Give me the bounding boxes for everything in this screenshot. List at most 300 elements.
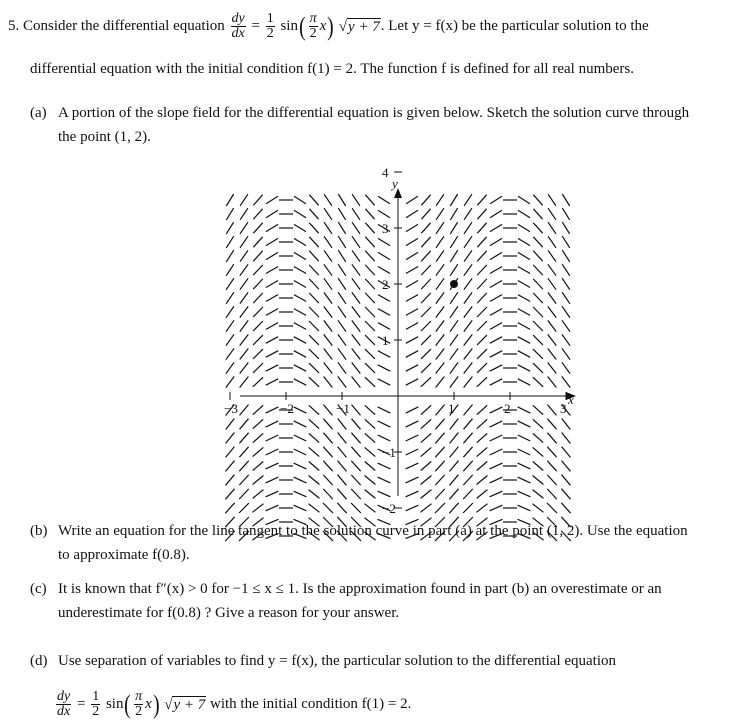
slope-segment	[352, 363, 361, 374]
slope-segment	[294, 295, 306, 302]
slope-segment	[378, 196, 390, 203]
slope-segment	[240, 278, 248, 289]
slope-segment	[365, 265, 375, 275]
slope-segment	[406, 267, 418, 274]
slope-segment	[266, 505, 279, 511]
slope-segment	[266, 435, 279, 441]
slope-segment	[421, 209, 430, 219]
slope-segment	[266, 463, 279, 469]
slope-segment	[406, 421, 419, 427]
slope-segment	[548, 405, 557, 416]
slope-segment	[351, 503, 361, 513]
x-tick-label: −2	[280, 401, 294, 416]
slope-segment	[533, 405, 543, 414]
slope-segment	[533, 279, 543, 289]
slope-segment	[378, 238, 390, 245]
slope-segment	[421, 377, 431, 387]
slope-segment	[324, 264, 332, 275]
slope-segment	[253, 223, 262, 233]
slope-segment	[548, 306, 556, 317]
slope-segment	[435, 461, 444, 471]
slope-segment	[435, 489, 445, 499]
slope-segment	[477, 293, 487, 303]
slope-segment	[266, 337, 278, 344]
slope-segment	[464, 236, 472, 248]
slope-segment	[421, 405, 431, 414]
slope-segment	[435, 433, 444, 444]
slope-segment	[309, 321, 319, 331]
slope-segment	[477, 476, 488, 485]
x-tick-label: 1	[448, 401, 455, 416]
slope-segment	[490, 323, 502, 330]
part-d-equation: $\frac{dy}{dx}$ = $\frac{1}{2}$ sin( $\frac{\pi}{2}$ x) √y + 7 with the initial condition f(1) = 2.	[57, 689, 412, 719]
slope-segment	[421, 293, 431, 303]
x-axis-label: x	[568, 392, 574, 407]
slope-segment	[449, 489, 458, 500]
slope-segment	[436, 320, 444, 331]
slope-segment	[253, 279, 263, 289]
slope-segment	[490, 196, 502, 203]
dy-dx-fraction: $\frac{dy}{dx}$	[57, 689, 71, 719]
slope-segment	[338, 278, 346, 290]
slope-segment	[240, 377, 249, 388]
slope-segment	[338, 250, 346, 262]
slope-segment	[266, 351, 278, 358]
slope-segment	[365, 349, 375, 359]
slope-segment	[378, 252, 390, 259]
slope-segment	[365, 433, 375, 442]
slope-segment	[533, 462, 544, 471]
slope-segment	[533, 209, 542, 219]
slope-segment	[518, 238, 530, 245]
slope-segment	[324, 405, 333, 416]
slope-segment	[406, 463, 419, 469]
slope-segment	[294, 449, 307, 455]
slope-segment	[464, 222, 472, 234]
slope-segment	[266, 477, 279, 483]
slope-segment	[436, 349, 445, 360]
slope-segment	[378, 421, 391, 427]
slope-segment	[365, 405, 375, 414]
slope-segment	[365, 363, 375, 373]
slope-segment	[240, 349, 249, 360]
slope-segment	[533, 476, 544, 485]
slope-segment	[294, 323, 306, 330]
part-b-label: (b)	[30, 523, 48, 539]
slope-segment	[338, 461, 347, 472]
slope-segment	[562, 320, 570, 331]
slope-segment	[226, 447, 235, 458]
slope-segment	[463, 447, 472, 457]
slope-segment	[562, 208, 569, 220]
slope-segment	[477, 447, 488, 456]
slope-segment	[518, 295, 530, 302]
slope-segment	[266, 238, 278, 245]
slope-segment	[324, 419, 333, 430]
slope-segment	[436, 419, 445, 430]
slope-segment	[239, 461, 248, 471]
slope-segment	[294, 281, 306, 288]
slope-segment	[338, 362, 346, 373]
slope-segment	[226, 348, 234, 359]
slope-segment	[518, 421, 531, 427]
slope-segment	[226, 376, 234, 387]
slope-segment	[378, 365, 390, 371]
slope-segment	[421, 419, 431, 428]
slope-segment	[309, 490, 320, 499]
slope-segment	[351, 447, 360, 457]
slope-segment	[324, 363, 333, 374]
slope-segment	[436, 278, 444, 289]
slope-segment	[239, 503, 249, 513]
slope-segment	[477, 433, 487, 442]
slope-segment	[378, 491, 391, 497]
part-a-text-1: A portion of the slope field for the differential equation is given below. Sketch the solution curve through	[58, 105, 690, 121]
slope-segment	[450, 194, 457, 206]
slope-segment	[406, 477, 419, 483]
slope-segment	[266, 323, 278, 330]
slope-segment	[324, 320, 332, 331]
part-d-label: (d)	[30, 653, 48, 669]
slope-segment	[562, 306, 570, 318]
slope-segment	[490, 309, 502, 316]
slope-segment	[450, 292, 458, 304]
slope-segment	[406, 351, 418, 358]
slope-segment	[240, 222, 248, 234]
slope-segment	[533, 419, 543, 428]
slope-segment	[436, 264, 444, 275]
slope-segment	[464, 334, 473, 345]
slope-segment	[365, 335, 375, 345]
slope-segment	[421, 195, 430, 206]
slope-segment	[421, 476, 432, 485]
slope-segment	[548, 292, 556, 303]
slope-segment	[294, 337, 306, 344]
slope-segment	[294, 421, 307, 427]
x-tick-label: −1	[336, 401, 350, 416]
slope-segment	[323, 433, 332, 444]
slope-segment	[450, 222, 457, 234]
slope-segment	[421, 279, 431, 289]
slope-segment	[226, 264, 234, 276]
slope-segment	[406, 252, 418, 259]
slope-segment	[421, 363, 431, 373]
dy-dx-fraction: $\frac{dy}{dx}$	[231, 11, 245, 41]
slope-segment	[351, 433, 360, 444]
slope-segment	[226, 306, 234, 318]
slope-segment	[421, 251, 430, 261]
slope-segment	[490, 252, 502, 259]
slope-segment	[477, 462, 488, 471]
slope-segment	[266, 210, 278, 217]
slope-segment	[365, 419, 375, 428]
slope-segment	[324, 194, 332, 206]
slope-segment	[309, 476, 320, 485]
slope-segment	[518, 379, 530, 385]
slope-segment	[309, 223, 318, 233]
slope-segment	[464, 208, 472, 220]
slope-segment	[226, 278, 234, 290]
slope-segment	[518, 449, 531, 455]
pi-over-two: $\frac{\pi}{2}$	[135, 689, 143, 719]
slope-segment	[378, 477, 391, 483]
slope-segment	[547, 489, 557, 499]
slope-segment	[518, 463, 531, 469]
slope-segment	[240, 264, 248, 275]
slope-segment	[518, 407, 531, 413]
slope-segment	[338, 292, 346, 304]
slope-segment	[338, 264, 346, 276]
slope-segment	[518, 505, 531, 511]
slope-segment	[378, 463, 391, 469]
slope-segment	[352, 377, 361, 388]
part-a-text-2: the point (1, 2).	[58, 129, 151, 145]
slope-segment	[436, 334, 445, 345]
part-c-text-1: It is known that f″(x) > 0 for −1 ≤ x ≤ 1. Is the approximation found in part (b) an overestimate or an	[58, 581, 662, 597]
slope-segment	[323, 489, 333, 499]
slope-segment	[365, 209, 374, 219]
slope-segment	[309, 307, 319, 317]
slope-segment	[294, 477, 307, 483]
slope-segment	[477, 363, 487, 373]
slope-segment	[562, 236, 570, 248]
slope-segment	[240, 419, 249, 430]
slope-segment	[490, 210, 502, 217]
slope-segment	[421, 335, 431, 345]
slope-segment	[294, 379, 306, 385]
part-b-text-2: to approximate f(0.8).	[58, 547, 190, 563]
slope-segment	[533, 447, 544, 456]
slope-segment	[365, 476, 376, 485]
slope-segment	[518, 252, 530, 259]
slope-segment	[324, 222, 332, 234]
y-tick-label: 2	[382, 277, 389, 292]
slope-segment	[266, 267, 278, 274]
slope-segment	[436, 405, 445, 416]
slope-segment	[240, 363, 249, 374]
slope-segment	[450, 447, 459, 458]
slope-segment	[477, 377, 487, 387]
slope-segment	[406, 224, 418, 231]
slope-segment	[378, 210, 390, 217]
slope-segment	[490, 337, 502, 344]
slope-segment	[547, 461, 556, 471]
slope-segment	[352, 334, 361, 345]
slope-segment	[365, 293, 375, 303]
slope-segment	[562, 475, 571, 486]
slope-segment	[309, 251, 318, 261]
slope-segment	[406, 238, 418, 245]
slope-segment	[421, 265, 431, 275]
slope-segment	[266, 449, 279, 455]
slope-segment	[464, 194, 472, 206]
slope-segment	[294, 309, 306, 316]
slope-segment	[253, 335, 263, 345]
slope-segment	[463, 489, 473, 499]
slope-segment	[421, 237, 430, 247]
slope-segment	[352, 194, 360, 206]
slope-segment	[548, 250, 556, 261]
square-root: √y + 7	[164, 696, 206, 713]
slope-segment	[352, 278, 360, 289]
slope-segment	[435, 503, 445, 513]
slope-segment	[406, 196, 418, 203]
slope-segment	[518, 210, 530, 217]
slope-field-graph	[224, 165, 590, 516]
slope-segment	[436, 250, 444, 261]
slope-segment	[533, 237, 542, 247]
slope-segment	[518, 337, 530, 344]
slope-segment	[378, 309, 390, 316]
slope-segment	[365, 462, 376, 471]
slope-segment	[294, 365, 306, 371]
slope-segment	[266, 295, 278, 302]
slope-segment	[294, 252, 306, 259]
slope-segment	[562, 194, 569, 206]
slope-segment	[518, 224, 530, 231]
slope-segment	[477, 321, 487, 331]
slope-segment	[477, 504, 488, 513]
stem-continuation: . Let y = f(x) be the particular solution to the	[380, 17, 649, 34]
slope-segment	[378, 407, 391, 413]
slope-segment	[338, 419, 347, 430]
slope-segment	[324, 306, 332, 317]
slope-segment	[533, 349, 543, 359]
slope-segment	[477, 195, 486, 206]
slope-segment	[450, 348, 458, 359]
slope-segment	[490, 281, 502, 288]
slope-segment	[477, 223, 486, 233]
slope-segment	[490, 379, 502, 385]
square-root: √y + 7	[338, 18, 380, 35]
slope-segment	[477, 279, 487, 289]
slope-segment	[547, 447, 556, 457]
slope-segment	[378, 295, 390, 302]
slope-segment	[240, 306, 248, 317]
slope-segment	[490, 463, 503, 469]
slope-segment	[240, 320, 248, 331]
slope-segment	[562, 264, 570, 276]
slope-segment	[352, 292, 360, 303]
slope-segment	[294, 435, 307, 441]
slope-segment	[450, 362, 458, 373]
slope-segment	[294, 505, 307, 511]
slope-segment	[352, 250, 360, 261]
slope-segment	[547, 503, 557, 513]
slope-segment	[548, 349, 557, 360]
slope-segment	[239, 475, 248, 485]
slope-segment	[421, 349, 431, 359]
slope-segment	[240, 194, 248, 206]
slope-segment	[548, 194, 556, 206]
slope-segment	[225, 489, 234, 500]
slope-segment	[324, 334, 333, 345]
slope-segment	[463, 503, 473, 513]
slope-segment	[533, 377, 543, 387]
slope-segment	[253, 209, 262, 219]
slope-segment	[464, 349, 473, 360]
slope-segment	[351, 461, 360, 471]
slope-segment	[533, 265, 543, 275]
slope-segment	[324, 236, 332, 248]
slope-segment	[239, 447, 248, 457]
slope-segment	[548, 208, 556, 220]
slope-segment	[338, 433, 347, 444]
slope-segment	[561, 489, 570, 500]
slope-segment	[266, 379, 278, 385]
slope-segment	[309, 405, 319, 414]
slope-segment	[253, 476, 264, 485]
slope-segment	[436, 222, 444, 234]
slope-segment	[352, 236, 360, 248]
slope-segment	[226, 236, 234, 248]
slope-segment	[323, 447, 332, 457]
slope-segment	[562, 433, 571, 444]
slope-segment	[477, 405, 487, 414]
slope-segment	[406, 435, 419, 441]
slope-segment	[477, 265, 487, 275]
slope-segment	[294, 491, 307, 497]
slope-segment	[226, 334, 234, 345]
slope-segment	[477, 490, 488, 499]
slope-segment	[365, 279, 375, 289]
slope-segment	[450, 461, 459, 472]
slope-segment	[294, 407, 307, 413]
slope-segment	[421, 321, 431, 331]
slope-segment	[294, 267, 306, 274]
slope-segment	[378, 379, 390, 385]
slope-segment	[518, 281, 530, 288]
y-tick-label: 1	[382, 333, 389, 348]
slope-segment	[547, 475, 556, 485]
slope-segment	[294, 238, 306, 245]
slope-segment	[562, 278, 570, 290]
slope-segment	[338, 306, 346, 318]
slope-segment	[338, 208, 345, 220]
slope-segment	[253, 490, 264, 499]
slope-segment	[253, 377, 263, 387]
slope-segment	[352, 349, 361, 360]
slope-segment	[253, 462, 264, 471]
slope-segment	[477, 237, 486, 247]
slope-segment	[490, 449, 503, 455]
slope-segment	[464, 250, 472, 261]
slope-segment	[464, 264, 472, 275]
part-a-label: (a)	[30, 105, 47, 121]
slope-segment	[309, 433, 319, 442]
slope-segment	[562, 250, 570, 262]
slope-segment	[490, 238, 502, 245]
slope-segment	[477, 307, 487, 317]
slope-segment	[225, 503, 234, 513]
slope-segment	[450, 376, 458, 387]
slope-segment	[533, 293, 543, 303]
slope-segment	[477, 251, 486, 261]
slope-segment	[365, 377, 375, 387]
slope-segment	[490, 477, 503, 483]
slope-segment	[266, 421, 279, 427]
slope-segment	[226, 208, 233, 220]
slope-segment	[533, 321, 543, 331]
slope-segment	[253, 433, 263, 442]
slope-segment	[518, 477, 531, 483]
slope-segment	[338, 348, 346, 359]
slope-segment	[309, 377, 319, 387]
slope-segment	[533, 307, 543, 317]
slope-segment	[450, 264, 458, 276]
stem-line-2: differential equation with the initial condition f(1) = 2. The function f is defined for all real numbers.	[30, 61, 634, 77]
part-d-text-1: Use separation of variables to find y = f(x), the particular solution to the differential equation	[58, 653, 617, 669]
